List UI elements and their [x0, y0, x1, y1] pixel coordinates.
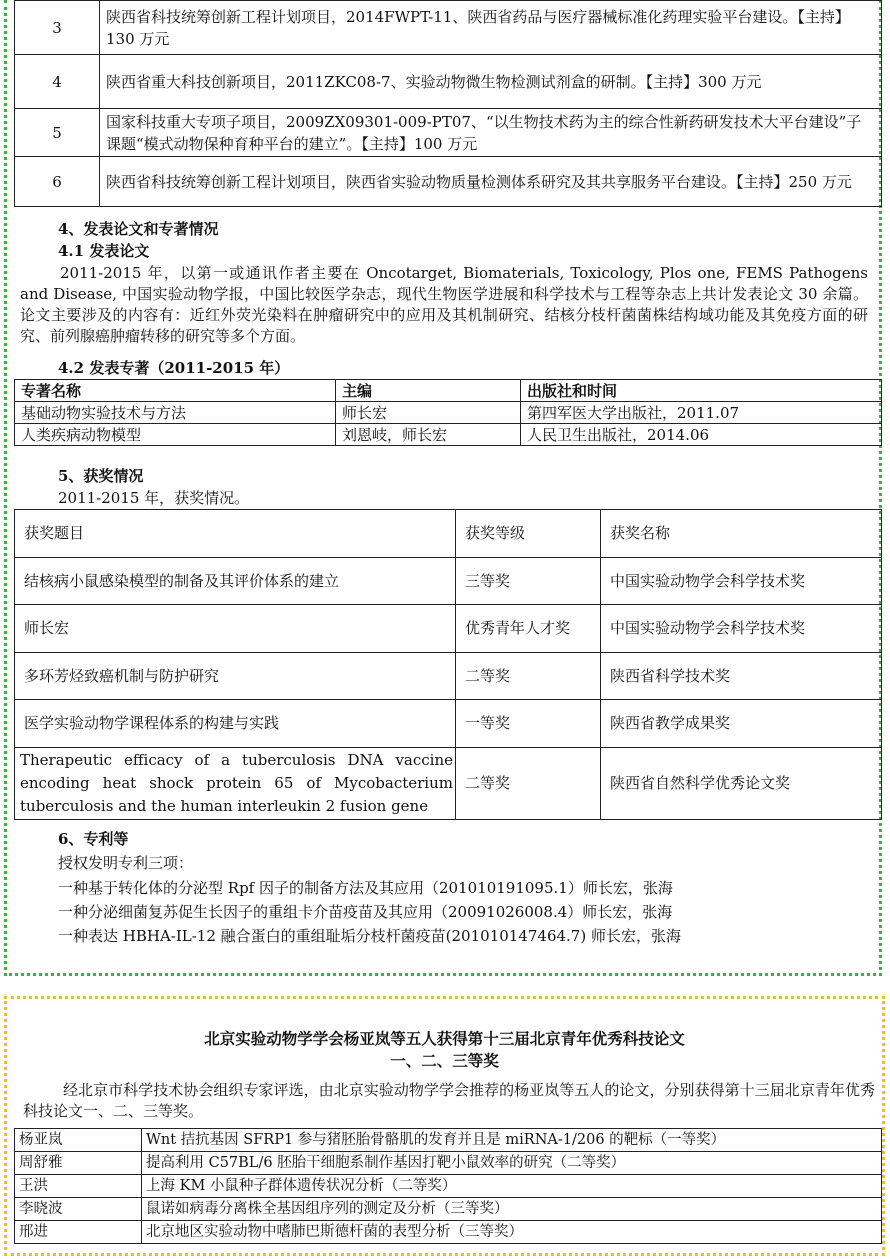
table-cell: 人类疾病动物模型	[15, 424, 336, 446]
section-4-2-heading: 4.2 发表专著（2011-2015 年）	[58, 359, 290, 377]
table-row	[15, 700, 882, 748]
column-header: 主编	[336, 380, 521, 402]
papers-paragraph: 2011-2015 年，以第一或通讯作者主要在 Oncotarget, Biomaterials, Toxicology, Plos one, FEMS Pathogens and Disease, 中国实验动物学报，中国比较医学杂志，现代生物医学进展和科学技术与工程等杂志上共计发表论文 30 余篇。论文主要涉及的内容有：近红外荧光染料在肿瘤研究中的应用及其机制研究、结核分枝杆菌菌株结构域功能及其免疫方面的研究、前列腺癌肿瘤转移的研究等多个方面。	[20, 264, 868, 345]
winner-name: 李晓波	[15, 1198, 142, 1221]
project-text: 陕西省科技统筹创新工程计划项目，陕西省实验动物质量检测体系研究及其共享服务平台建设。【主持】250 万元	[100, 157, 882, 207]
table-cell: 师长宏	[15, 605, 456, 653]
patents-intro: 授权发明专利三项：	[58, 854, 194, 872]
column-header: 获奖等级	[456, 510, 601, 558]
project-number: 6	[15, 157, 100, 207]
news-title: 北京实验动物学学会杨亚岚等五人获得第十三届北京青年优秀科技论文	[204, 1029, 685, 1048]
table-cell: 陕西省教学成果奖	[601, 700, 882, 748]
winner-name: 周舒雅	[15, 1152, 142, 1175]
table-cell: 结核病小鼠感染模型的制备及其评价体系的建立	[15, 558, 456, 605]
section-4-heading: 4、发表论文和专著情况	[58, 220, 219, 238]
winner-name: 杨亚岚	[15, 1129, 142, 1152]
patent-item: 一种基于转化体的分泌型 Rpf 因子的制备方法及其应用（201010191095.1）师长宏，张海	[58, 879, 673, 897]
table-row	[15, 1, 882, 55]
section-5-heading: 5、获奖情况	[58, 467, 144, 485]
column-header: 获奖题目	[15, 510, 456, 558]
table-cell: 第四军医大学出版社，2011.07	[521, 402, 882, 424]
winner-paper: 上海 KM 小鼠种子群体遗传状况分析（二等奖）	[142, 1175, 882, 1198]
project-text: 陕西省科技统筹创新工程计划项目，2014FWPT-11、陕西省药品与医疗器械标准化药理实验平台建设。【主持】130 万元	[100, 1, 882, 55]
table-cell: 一等奖	[456, 700, 601, 748]
winner-paper: Wnt 拮抗基因 SFRP1 参与猪胚胎骨骼肌的发育并且是 miRNA-1/206 的靶标（一等奖）	[142, 1129, 882, 1152]
table-row	[15, 109, 882, 157]
project-text: 国家科技重大专项子项目，2009ZX09301-009-PT07、“以生物技术药为主的综合性新药研发技术大平台建设”子课题“模式动物保种育种平台的建立”。【主持】100 万元	[100, 109, 882, 157]
table-cell: 人民卫生出版社，2014.06	[521, 424, 882, 446]
table-cell: 二等奖	[456, 748, 601, 820]
books-table	[14, 379, 882, 446]
winner-paper: 鼠诺如病毒分离株全基因组序列的测定及分析（三等奖）	[142, 1198, 882, 1221]
table-row	[15, 653, 882, 700]
table-row	[15, 1198, 882, 1221]
table-cell: 中国实验动物学会科学技术奖	[601, 605, 882, 653]
table-row	[15, 402, 882, 424]
patent-item: 一种表达 HBHA-IL-12 融合蛋白的重组耻垢分枝杆菌疫苗(201010147464.7) 师长宏，张海	[58, 927, 681, 945]
winner-paper: 北京地区实验动物中嗜肺巴斯德杆菌的表型分析（三等奖）	[142, 1221, 882, 1244]
table-header-row	[15, 380, 882, 402]
table-cell: 陕西省科学技术奖	[601, 653, 882, 700]
project-number: 4	[15, 55, 100, 109]
table-cell: 中国实验动物学会科学技术奖	[601, 558, 882, 605]
table-row	[15, 605, 882, 653]
table-cell: 师长宏	[336, 402, 521, 424]
table-row	[15, 424, 882, 446]
column-header: 获奖名称	[601, 510, 882, 558]
winners-table	[14, 1128, 882, 1244]
table-cell: 多环芳烃致癌机制与防护研究	[15, 653, 456, 700]
table-cell: 陕西省自然科学优秀论文奖	[601, 748, 882, 820]
winner-name: 邢进	[15, 1221, 142, 1244]
table-cell: 优秀青年人才奖	[456, 605, 601, 653]
news-subtitle: 一、二、三等奖	[390, 1051, 499, 1070]
table-row	[15, 157, 882, 207]
table-cell: 基础动物实验技术与方法	[15, 402, 336, 424]
table-cell: 二等奖	[456, 653, 601, 700]
table-cell: Therapeutic efficacy of a tuberculosis DNA vaccine encoding heat shock protein 65 of Mycobacterium tuberculosis and the human interleukin 2 fusion gene	[15, 748, 456, 820]
section-6-heading: 6、专利等	[58, 830, 129, 848]
table-header-row	[15, 510, 882, 558]
table-row	[15, 55, 882, 109]
table-row	[15, 1129, 882, 1152]
column-header: 专著名称	[15, 380, 336, 402]
patent-item: 一种分泌细菌复苏促生长因子的重组卡介苗疫苗及其应用（20091026008.4）师长宏，张海	[58, 903, 673, 921]
news-paragraph: 经北京市科学技术协会组织专家评选，由北京实验动物学学会推荐的杨亚岚等五人的论文，分别获得第十三届北京青年优秀科技论文一、二、三等奖。	[23, 1081, 875, 1120]
project-number: 3	[15, 1, 100, 55]
table-row	[15, 1175, 882, 1198]
winner-name: 王洪	[15, 1175, 142, 1198]
winner-paper: 提高利用 C57BL/6 胚胎干细胞系制作基因打靶小鼠效率的研究（二等奖）	[142, 1152, 882, 1175]
projects-table	[14, 0, 882, 207]
awards-intro: 2011-2015 年，获奖情况。	[58, 489, 250, 507]
column-header: 出版社和时间	[521, 380, 882, 402]
project-number: 5	[15, 109, 100, 157]
table-row	[15, 558, 882, 605]
table-cell: 三等奖	[456, 558, 601, 605]
section-4-1-heading: 4.1 发表论文	[58, 242, 150, 260]
table-cell: 刘恩岐，师长宏	[336, 424, 521, 446]
project-text: 陕西省重大科技创新项目，2011ZKC08-7、实验动物微生物检测试剂盒的研制。【主持】300 万元	[100, 55, 882, 109]
table-row	[15, 1152, 882, 1175]
awards-table	[14, 509, 882, 820]
table-row	[15, 748, 882, 820]
table-row	[15, 1221, 882, 1244]
table-cell: 医学实验动物学课程体系的构建与实践	[15, 700, 456, 748]
